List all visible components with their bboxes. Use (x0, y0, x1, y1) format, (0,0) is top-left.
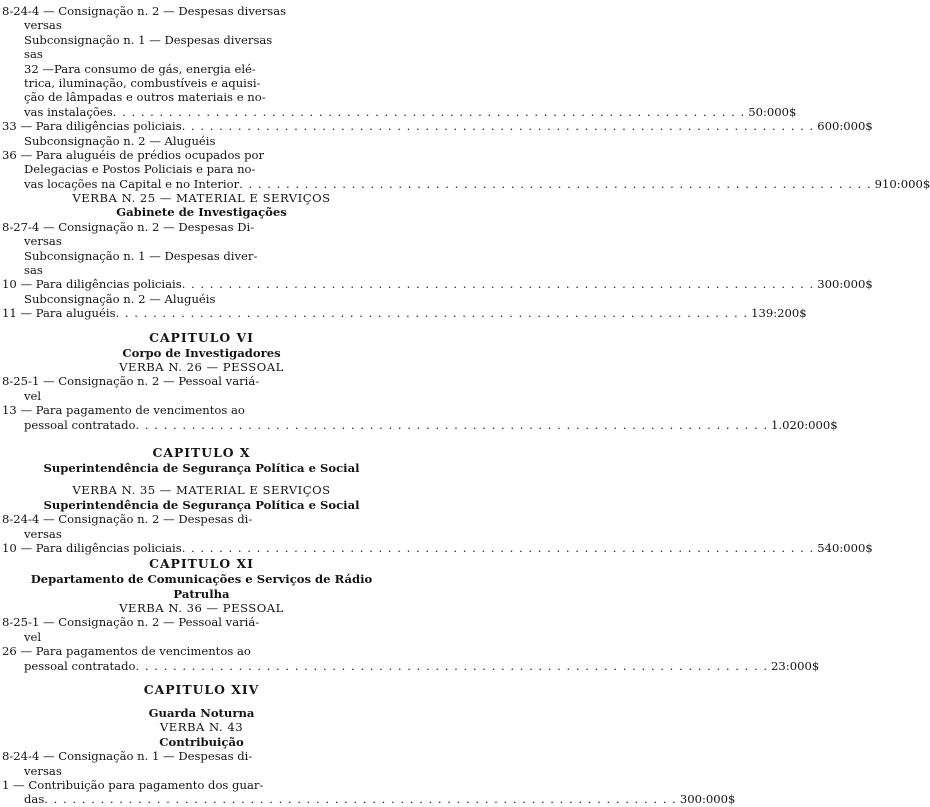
item-line: 1 — Contribuição para pagamento dos guar- (2, 777, 264, 792)
item-text: 11 — Para aluguéis (2, 306, 116, 321)
consignacao-line: 8-24-4 — Consignação n. 2 — Despesas diversas (2, 4, 287, 18)
item-line: 13 — Para pagamento de vencimentos ao (2, 403, 245, 418)
subconsignacao-line: Subconsignação n. 1 — Despesas diversas (24, 32, 273, 47)
section-subheading: Superintendência de Segurança Política e Social (43, 497, 360, 512)
item-amount-row (0, 119, 873, 134)
leader-dots (116, 306, 749, 320)
section-subheading: Superintendência de Segurança Política e Social (43, 460, 360, 475)
verba-heading: VERBA N. 26 — PESSOAL (119, 359, 284, 374)
section-subheading: Contribuição (159, 734, 244, 749)
spacer (0, 432, 403, 444)
amount: 600:000$ (817, 119, 873, 134)
amount: 300:000$ (817, 277, 873, 292)
section-subheading: Corpo de Investigadores (122, 345, 281, 360)
verba-heading: VERBA N. 25 — MATERIAL E SERVIÇOS (72, 191, 331, 206)
consignacao-line: 8-24-4 — Consignação n. 1 — Despesas di- (2, 749, 253, 764)
section-subheading: Departamento de Comunicações e Serviços de Rádio (30, 572, 373, 587)
item-line: 26 — Para pagamentos de vencimentos ao (2, 644, 251, 659)
spacer (0, 321, 403, 329)
amount: 139:200$ (751, 306, 807, 321)
item-text: vas instalações (24, 104, 113, 119)
spacer (0, 673, 403, 681)
chapter-heading: CAPITULO XIV (143, 682, 260, 698)
subconsignacao-line-cont: sas (24, 47, 43, 62)
leader-dots (136, 418, 769, 432)
leader-dots (113, 105, 746, 119)
item-text: 10 — Para diligências policiais (2, 277, 182, 292)
item-line: 32 —Para consumo de gás, energia elé- (24, 61, 256, 76)
item-text: 33 — Para diligências policiais (2, 119, 182, 134)
leader-dots (136, 659, 769, 673)
item-line: 36 — Para aluguéis de prédios ocupados por (2, 147, 265, 162)
chapter-heading: CAPITULO XI (149, 556, 254, 572)
leader-dots (44, 792, 677, 806)
subconsignacao-line: Subconsignação n. 2 — Aluguéis (24, 133, 216, 148)
verba-heading: VERBA N. 43 (159, 720, 244, 735)
consignacao-line: 8-27-4 — Consignação n. 2 — Despesas Di- (2, 219, 255, 234)
item-amount-row (0, 277, 873, 292)
spacer (0, 698, 403, 706)
item-amount-row (0, 658, 820, 673)
amount: 910:000$ (874, 176, 930, 191)
leader-dots (182, 277, 815, 291)
chapter-heading: CAPITULO X (152, 444, 251, 460)
leader-dots (182, 119, 815, 133)
item-text: pessoal contratado (24, 658, 136, 673)
item-text: 10 — Para diligências policiais (2, 540, 182, 555)
consignacao-line: 8-25-1 — Consignação n. 2 — Pessoal variá- (2, 374, 260, 389)
section-subheading-cont: Patrulha (173, 586, 230, 601)
subconsignacao-line-cont: sas (24, 263, 43, 278)
consignacao-line: 8-25-1 — Consignação n. 2 — Pessoal variá- (2, 615, 260, 630)
verba-heading: VERBA N. 36 — PESSOAL (119, 601, 284, 616)
item-amount-row (0, 792, 736, 807)
consignacao-line-cont: versas (24, 763, 62, 778)
consignacao-line-cont: versas (24, 18, 62, 33)
consignacao-line-cont: vel (24, 629, 42, 644)
leader-dots (182, 541, 815, 555)
spacer (0, 475, 403, 483)
item-line: ção de lâmpadas e outros materiais e no- (24, 90, 266, 105)
consignacao-line-cont: versas (24, 526, 62, 541)
amount: 1.020:000$ (771, 417, 838, 432)
item-line: trica, iluminação, combustíveis e aquisi- (24, 75, 261, 90)
consignacao-line: 8-24-4 — Consignação n. 2 — Despesas di- (2, 512, 253, 527)
leader-dots (239, 177, 872, 191)
section-subheading: Guarda Noturna (148, 706, 255, 721)
item-amount-row (0, 417, 838, 432)
item-amount-row (0, 176, 930, 191)
section-subheading: Gabinete de Investigações (116, 205, 287, 220)
item-line: Delegacias e Postos Policiais e para no- (24, 162, 256, 177)
item-text: pessoal contratado (24, 417, 136, 432)
item-amount-row (0, 540, 873, 555)
amount: 50:000$ (748, 104, 797, 119)
item-text: vas locações na Capital e no Interior (24, 176, 240, 191)
amount: 23:000$ (771, 658, 820, 673)
consignacao-line-cont: vel (24, 388, 42, 403)
amount: 300:000$ (679, 792, 736, 807)
item-amount-row (0, 104, 797, 119)
subconsignacao-line: Subconsignação n. 1 — Despesas diver- (24, 248, 258, 263)
item-amount-row (0, 306, 807, 321)
consignacao-line-cont: versas (24, 234, 62, 249)
document-page (0, 4, 930, 807)
chapter-heading: CAPITULO VI (149, 329, 254, 345)
subconsignacao-line: Subconsignação n. 2 — Aluguéis (24, 291, 216, 306)
item-text: das (24, 792, 45, 807)
amount: 540:000$ (817, 540, 873, 555)
verba-heading: VERBA N. 35 — MATERIAL E SERVIÇOS (72, 483, 331, 498)
